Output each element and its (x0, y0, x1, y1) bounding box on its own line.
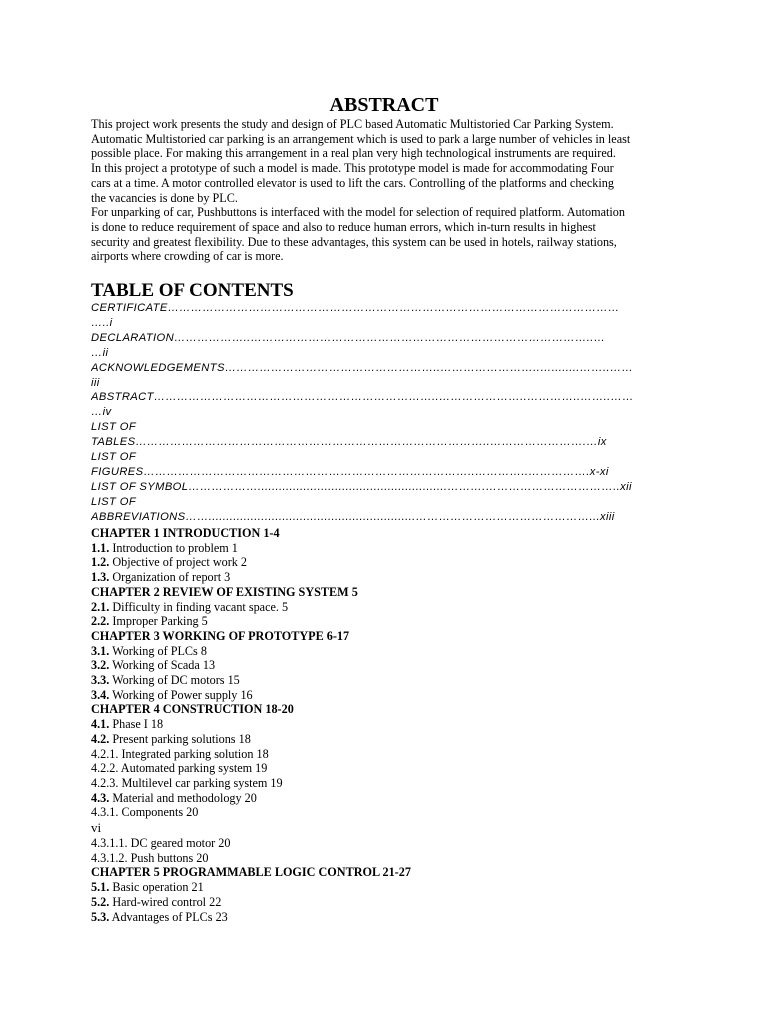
toc-entry-number: 3.3. (91, 673, 110, 688)
toc-entry (91, 895, 691, 910)
toc-front-line: LIST OF (91, 495, 137, 508)
toc-entry-number: 3.2. (91, 658, 110, 673)
toc-entry-number: 2.1. (91, 599, 110, 614)
toc-entry-text: 4.2.2. Automated parking system 19 (91, 761, 268, 776)
toc-entry (91, 600, 691, 615)
abstract-heading: ABSTRACT (329, 94, 439, 116)
toc-front-line: …iv (91, 406, 112, 419)
toc-entry (91, 910, 691, 925)
toc-front-line: CERTIFICATE……………………………………………………………………………………………………… (91, 302, 620, 314)
toc-entry-text: CHAPTER 1 INTRODUCTION 1-4 (91, 526, 280, 540)
abstract-line: possible place. For making this arrangement in a real plan very high technological instruments are required. (91, 146, 616, 161)
toc-front-matter (91, 301, 691, 525)
toc-entry-number: 1.3. (91, 570, 110, 585)
toc-front-line: iii (91, 376, 100, 389)
toc-front-line: LIST OF SYMBOL………………......................................................……….……………………………..xii (91, 480, 632, 493)
toc-entry-number: 3.1. (91, 643, 110, 658)
toc-entry (91, 836, 691, 851)
toc-entry (91, 732, 691, 747)
toc-entry-text: Advantages of PLCs 23 (109, 909, 228, 924)
toc-chapter-heading (91, 526, 691, 541)
abstract-line: security and greatest flexibility. Due to these advantages, this system can be used in hotels, railway stations, (91, 234, 617, 249)
toc-entry (91, 688, 691, 703)
toc-entry (91, 658, 691, 673)
toc-entry-text: Objective of project work 2 (109, 555, 248, 570)
toc-entry-text: Organization of report 3 (109, 570, 231, 585)
toc-entry-text: Material and methodology 20 (109, 790, 257, 805)
toc-front-line: …..i (91, 316, 113, 329)
abstract-line: For unparking of car, Pushbuttons is interfaced with the model for selection of required platform. Automation (91, 205, 625, 220)
abstract-line: In this project a prototype of such a model is made. This prototype model is made for accommodating Four (91, 161, 614, 176)
toc-entry-text: Difficulty in finding vacant space. 5 (109, 599, 289, 614)
toc-entry-number: 2.2. (91, 614, 110, 629)
toc-entry-number: 5.1. (91, 880, 110, 895)
toc-entry (91, 673, 691, 688)
toc-entry-text: CHAPTER 4 CONSTRUCTION 18-20 (91, 702, 294, 717)
toc-entry-number: 1.1. (91, 540, 110, 555)
toc-entry-number: 4.2. (91, 731, 110, 746)
toc-front-line: ACKNOWLEDGEMENTS………………………………………………..……………………..…........……..…… (91, 361, 634, 374)
toc-heading: TABLE OF CONTENTS (91, 280, 294, 301)
abstract-line: the vacancies is done by PLC. (91, 190, 238, 205)
toc-entry-text: Basic operation 21 (109, 880, 204, 895)
toc-entry (91, 555, 691, 570)
toc-front-line: …ii (91, 346, 109, 359)
toc-entry-text: Working of Power supply 16 (109, 687, 253, 702)
toc-entry-text: CHAPTER 3 WORKING OF PROTOTYPE 6-17 (91, 628, 350, 643)
toc-entry-text: CHAPTER 5 PROGRAMMABLE LOGIC CONTROL 21-27 (91, 865, 411, 880)
toc-entry-number: 4.1. (91, 717, 110, 732)
toc-entry-text: Working of Scada 13 (109, 658, 216, 673)
toc-front-line: FIGURES…………………………………………………………………………..…………..…………….x-xi (91, 465, 609, 478)
abstract-line: Automatic Multistoried car parking is an arrangement which is used to park a large number of vehicles in least (91, 131, 631, 146)
toc-front-line: ABBREVIATIONS……...........................................................………………………………………...xiii (91, 510, 615, 523)
toc-entry-text: Improper Parking 5 (109, 614, 208, 629)
abstract-body (91, 117, 691, 264)
toc-entry (91, 791, 691, 806)
toc-entry-text: 4.2.3. Multilevel car parking system 19 (91, 775, 283, 790)
toc-entry (91, 761, 691, 776)
toc-entry-text: CHAPTER 2 REVIEW OF EXISTING SYSTEM 5 (91, 584, 358, 599)
toc-entry-text: 4.2.1. Integrated parking solution 18 (91, 746, 269, 761)
toc-entry-text: Phase I 18 (109, 717, 164, 732)
toc-entry-text: Working of DC motors 15 (109, 673, 240, 688)
toc-entry (91, 644, 691, 659)
toc-entry-number: 1.2. (91, 555, 110, 570)
toc-entry-text: Introduction to problem 1 (109, 540, 238, 555)
toc-front-line: ABSTRACT………………………………………………………………..…………………..…………..……..…… (91, 391, 634, 404)
toc-entry-number: 4.3. (91, 790, 110, 805)
toc-entry-text: 4.3.1.2. Push buttons 20 (91, 850, 209, 865)
toc-entry (91, 776, 691, 791)
toc-entry (91, 805, 691, 820)
toc-front-line: DECLARATION………………..……………………………………………………………………………..… (91, 331, 606, 344)
toc-chapter-heading (91, 702, 691, 717)
toc-entry-text: Present parking solutions 18 (109, 731, 251, 746)
abstract-line: This project work presents the study and design of PLC based Automatic Multistoried Car Parking System. (91, 117, 614, 131)
toc-front-line: LIST OF (91, 421, 137, 434)
toc-chapter-heading (91, 865, 691, 880)
toc-entry (91, 541, 691, 556)
toc-entry-text: Working of PLCs 8 (109, 643, 207, 658)
toc-chapter-list (91, 526, 691, 924)
toc-entry (91, 880, 691, 895)
toc-entry-text: Hard-wired control 22 (109, 894, 222, 909)
abstract-line: cars at a time. A motor controlled elevator is used to lift the cars. Controlling of the platforms and checking (91, 175, 614, 190)
toc-entry-text: 4.3.1. Components 20 (91, 805, 199, 820)
toc-chapter-heading (91, 629, 691, 644)
toc-entry-text: 4.3.1.1. DC geared motor 20 (91, 836, 231, 851)
toc-entry (91, 614, 691, 629)
toc-front-line: TABLES………………………………………………………………………………..…………………….…ix (91, 436, 607, 449)
toc-entry-text: vi (91, 820, 102, 836)
toc-chapter-heading (91, 585, 691, 600)
toc-entry (91, 570, 691, 585)
toc-entry-number: 3.4. (91, 687, 110, 702)
toc-entry-number: 5.3. (91, 909, 110, 924)
page-number (91, 820, 691, 836)
toc-entry (91, 717, 691, 732)
toc-entry (91, 851, 691, 866)
abstract-line: is done to reduce requirement of space and also to reduce human errors, which in-turn results in highest (91, 219, 596, 234)
abstract-line: airports where crowding of car is more. (91, 249, 284, 264)
toc-entry (91, 747, 691, 762)
toc-entry-number: 5.2. (91, 894, 110, 909)
toc-front-line: LIST OF (91, 451, 137, 464)
